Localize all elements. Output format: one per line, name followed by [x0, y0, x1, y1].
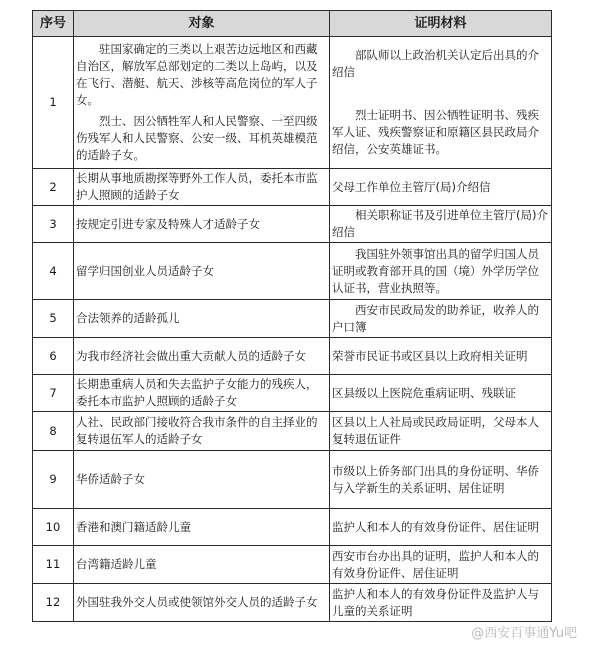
- materials-cell-paragraph: 监护人和本人的有效身份证件、居住证明: [332, 519, 539, 534]
- table-row: [33, 546, 552, 584]
- row-index: 5: [33, 300, 74, 338]
- header-index: 序号: [33, 11, 74, 37]
- materials-cell: [330, 300, 552, 338]
- target-cell: [74, 375, 330, 412]
- materials-cell: [330, 338, 552, 375]
- table-row: [33, 243, 552, 300]
- materials-cell: [330, 412, 552, 451]
- row-index: 9: [33, 451, 74, 509]
- materials-cell-paragraph: 相关职称证书及引进单位主管厅(局)介绍信: [332, 208, 548, 239]
- table-row: [33, 375, 552, 412]
- materials-cell-paragraph: 父母工作单位主管厅(局)介绍信: [332, 179, 491, 194]
- materials-cell-paragraph: 西安市民政局发的助养证，收养人的户口簿: [332, 302, 539, 334]
- materials-cell-paragraph: 烈士证明书、因公牺牲证明书、残疾军人证、残疾警察证和原籍区县民政局介绍信，公安英雄证书。: [332, 108, 539, 156]
- row-index: 7: [33, 375, 74, 412]
- target-cell-paragraph: 华侨适龄子女: [76, 472, 145, 486]
- target-cell: [74, 300, 330, 338]
- document-page: [32, 10, 551, 622]
- materials-cell: [330, 243, 552, 300]
- target-cell: [74, 451, 330, 509]
- materials-cell-paragraph: 监护人和本人的有效身份证件及监护人与儿童的关系证明: [332, 586, 539, 618]
- materials-cell: [330, 509, 552, 546]
- materials-cell-paragraph: 西安市台办出具的证明，监护人和本人的有效身份证件、居住证明: [332, 548, 539, 580]
- table-row: [33, 451, 552, 509]
- target-cell-paragraph: 合法领养的适龄孤儿: [76, 311, 180, 325]
- target-cell: [74, 338, 330, 375]
- target-cell-paragraph: 为我市经济社会做出重大贡献人员的适龄子女: [76, 348, 306, 363]
- materials-cell-paragraph: 我国驻外领事馆出具的留学归国人员证明或教育部开具的国（境）外学历学位认证书，营业执照等。: [332, 246, 539, 295]
- row-index: 2: [33, 169, 74, 206]
- materials-cell: [330, 546, 552, 584]
- materials-cell: [330, 584, 552, 622]
- materials-cell-paragraph: 区县以上人社局或民政局证明，父母本人复转退伍证件: [332, 415, 539, 446]
- watermark-text: @西安百事通Yu吧: [471, 626, 577, 641]
- target-cell-paragraph: 外国驻我外交人员或使领馆外交人员的适龄子女: [76, 595, 318, 609]
- target-cell-paragraph: 台湾籍适龄儿童: [76, 557, 157, 571]
- target-cell: [74, 206, 330, 243]
- materials-cell-paragraph: 荣誉市民证书或区县以上政府相关证明: [332, 348, 528, 363]
- header-target: 对象: [74, 11, 330, 37]
- target-cell: [74, 509, 330, 546]
- table-row: [33, 584, 552, 622]
- target-cell-paragraph: 留学归国创业人员适龄子女: [76, 263, 214, 278]
- materials-cell: [330, 37, 552, 169]
- table-row: [33, 412, 552, 451]
- materials-cell-paragraph: 市级以上侨务部门出具的身份证明、华侨与入学新生的关系证明、居住证明: [332, 463, 539, 495]
- row-index: 12: [33, 584, 74, 622]
- row-index: 6: [33, 338, 74, 375]
- target-cell-paragraph: 人社、民政部门接收符合我市条件的自主择业的复转退伍军人的适龄子女: [76, 415, 318, 446]
- materials-cell: [330, 169, 552, 206]
- materials-cell-paragraph: 部队师以上政治机关认定后出具的介绍信: [332, 48, 539, 79]
- target-cell: [74, 169, 330, 206]
- target-cell: [74, 37, 330, 169]
- table-row: [33, 37, 552, 169]
- row-index: 10: [33, 509, 74, 546]
- target-cell-paragraph: 按规定引进专家及特殊人才适龄子女: [76, 216, 260, 231]
- table-row: [33, 300, 552, 338]
- table-header-row: [33, 11, 552, 37]
- target-cell: [74, 584, 330, 622]
- target-cell: [74, 243, 330, 300]
- materials-cell: [330, 375, 552, 412]
- row-index: 1: [33, 37, 74, 169]
- admission-materials-table: [32, 10, 552, 622]
- table-row: [33, 169, 552, 206]
- target-cell-paragraph: 驻国家确定的三类以上艰苦边远地区和西藏自治区，解放军总部划定的二类以上岛屿，以及在飞行、潜艇、航天、涉核等高危岗位的军人子女。: [76, 42, 318, 107]
- target-cell-paragraph: 长期从事地质勘探等野外工作人员，委托本市监护人照顾的适龄子女: [76, 171, 318, 202]
- row-index: 11: [33, 546, 74, 584]
- target-cell-paragraph: 香港和澳门籍适龄儿童: [76, 519, 191, 534]
- materials-cell-paragraph: 区县级以上医院危重病证明、残联证: [332, 385, 516, 400]
- header-materials: 证明材料: [330, 11, 552, 37]
- row-index: 8: [33, 412, 74, 451]
- target-cell: [74, 412, 330, 451]
- materials-cell: [330, 451, 552, 509]
- table-row: [33, 338, 552, 375]
- target-cell: [74, 546, 330, 584]
- row-index: 3: [33, 206, 74, 243]
- target-cell-paragraph: 长期患重病人员和失去监护子女能力的残疾人，委托本市监护人照顾的适龄子女: [76, 377, 318, 408]
- table-row: [33, 206, 552, 243]
- table-row: [33, 509, 552, 546]
- target-cell-paragraph: 烈士、因公牺牲军人和人民警察、一至四级伤残军人和人民警察、公安一级、耳机英雄模范的适龄子女。: [76, 114, 318, 162]
- row-index: 4: [33, 243, 74, 300]
- materials-cell: [330, 206, 552, 243]
